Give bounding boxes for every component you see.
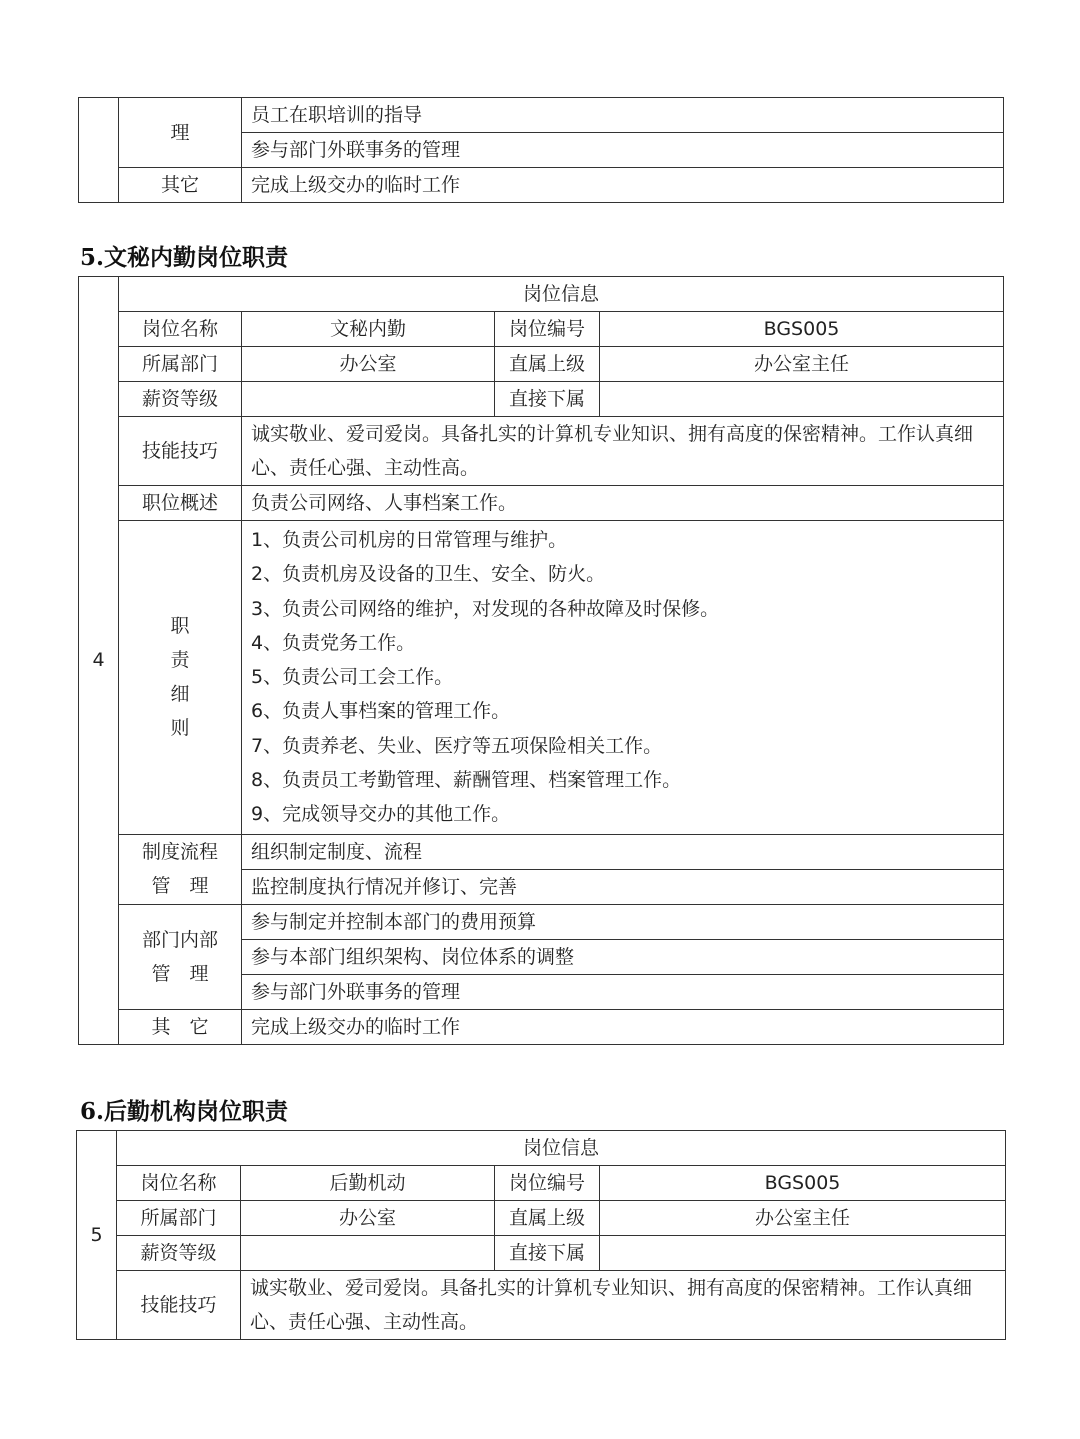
- superior-label: 直属上级: [495, 347, 600, 382]
- row-label: 其它: [119, 168, 242, 203]
- table-row: [79, 382, 1004, 417]
- process-item: 监控制度执行情况并修订、完善: [242, 869, 1004, 904]
- skills-text: 诚实敬业、爱司爱岗。具备扎实的计算机专业知识、拥有高度的保密精神。工作认真细心、责任心强、主动性高。: [241, 1271, 1006, 1340]
- duty-item: 1、负责公司机房的日常管理与维护。: [251, 529, 568, 551]
- internal-label: [119, 904, 242, 1009]
- position-code-label: 岗位编号: [495, 1166, 600, 1201]
- duty-item: 8、负责员工考勤管理、薪酬管理、档案管理工作。: [251, 769, 682, 792]
- row-text: 参与部门外联事务的管理: [242, 133, 1004, 168]
- superior: 办公室主任: [600, 347, 1004, 382]
- section-5-heading: 5.文秘内勤岗位职责: [80, 244, 289, 271]
- row-text: 完成上级交办的临时工作: [242, 168, 1004, 203]
- info-header: 岗位信息: [117, 1131, 1006, 1166]
- other-text: 完成上级交办的临时工作: [242, 1009, 1004, 1044]
- table-row: [77, 1271, 1006, 1340]
- internal-item: 参与本部门组织架构、岗位体系的调整: [242, 939, 1004, 974]
- table-row: [79, 347, 1004, 382]
- duty-item: 9、完成领导交办的其他工作。: [251, 803, 511, 826]
- department-label: 所属部门: [117, 1201, 241, 1236]
- skills-label: 技能技巧: [119, 417, 242, 486]
- duty-item: 6、负责人事档案的管理工作。: [251, 700, 511, 723]
- top-table: [78, 97, 1004, 203]
- salary-label: 薪资等级: [117, 1236, 241, 1271]
- position-name: 后勤机动: [241, 1166, 495, 1201]
- table-row: [79, 904, 1004, 939]
- table-row: [77, 1201, 1006, 1236]
- table-row: [79, 312, 1004, 347]
- duty-item: 2、负责机房及设备的卫生、安全、防火。: [251, 563, 606, 586]
- table-row: [79, 417, 1004, 486]
- summary-label: 职位概述: [119, 486, 242, 521]
- table-row: [77, 1166, 1006, 1201]
- process-label-line: 制度流程: [141, 841, 218, 864]
- superior-label: 直属上级: [495, 1201, 600, 1236]
- number-cell: [79, 98, 119, 203]
- table-row: [79, 1009, 1004, 1044]
- process-label-line: 管 理: [151, 875, 209, 898]
- process-item: 组织制定制度、流程: [242, 834, 1004, 869]
- internal-label-line: 管 理: [151, 962, 209, 985]
- department: 办公室: [242, 347, 495, 382]
- process-label: [119, 834, 242, 904]
- department-label: 所属部门: [119, 347, 242, 382]
- duties-label: [119, 521, 242, 835]
- duties-label-char: 责: [170, 649, 190, 672]
- internal-label-line: 部门内部: [141, 928, 218, 951]
- internal-item: 参与部门外联事务的管理: [242, 974, 1004, 1009]
- duties-list: [242, 521, 1004, 835]
- subordinate-label: 直接下属: [495, 1236, 600, 1271]
- duty-item: 4、负责党务工作。: [251, 631, 416, 654]
- table-row: [77, 1236, 1006, 1271]
- skills-text: 诚实敬业、爱司爱岗。具备扎实的计算机专业知识、拥有高度的保密精神。工作认真细心、责任心强、主动性高。: [242, 417, 1004, 486]
- position-code-label: 岗位编号: [495, 312, 600, 347]
- duties-label-char: 细: [170, 683, 190, 706]
- duties-label-char: 则: [170, 717, 190, 740]
- row-number: 5: [77, 1131, 117, 1340]
- section-5-table: [78, 276, 1004, 1045]
- salary: [242, 382, 495, 417]
- position-code: BGS005: [600, 1166, 1006, 1201]
- table-row: [79, 277, 1004, 312]
- salary: [241, 1236, 495, 1271]
- position-name-label: 岗位名称: [117, 1166, 241, 1201]
- row-label: 理: [119, 98, 242, 168]
- duty-item: 7、负责养老、失业、医疗等五项保险相关工作。: [251, 734, 663, 757]
- row-text: 员工在职培训的指导: [242, 98, 1004, 133]
- table-row: [79, 486, 1004, 521]
- summary-text: 负责公司网络、人事档案工作。: [242, 486, 1004, 521]
- table-row: [79, 98, 1004, 133]
- info-header: 岗位信息: [119, 277, 1004, 312]
- subordinate-label: 直接下属: [495, 382, 600, 417]
- other-label: 其 它: [119, 1009, 242, 1044]
- position-name-label: 岗位名称: [119, 312, 242, 347]
- table-row: [79, 521, 1004, 835]
- subordinate: [600, 1236, 1006, 1271]
- section-6-heading: 6.后勤机构岗位职责: [80, 1098, 289, 1125]
- duties-label-char: 职: [170, 615, 190, 638]
- row-number: 4: [79, 277, 119, 1045]
- position-code: BGS005: [600, 312, 1004, 347]
- superior: 办公室主任: [600, 1201, 1006, 1236]
- salary-label: 薪资等级: [119, 382, 242, 417]
- table-row: [77, 1131, 1006, 1166]
- table-row: [79, 168, 1004, 203]
- table-row: [79, 834, 1004, 869]
- duty-item: 5、负责公司工会工作。: [251, 666, 454, 689]
- subordinate: [600, 382, 1004, 417]
- position-name: 文秘内勤: [242, 312, 495, 347]
- department: 办公室: [241, 1201, 495, 1236]
- duty-item: 3、负责公司网络的维护，对发现的各种故障及时保修。: [251, 597, 720, 620]
- section-6-table: [76, 1130, 1006, 1340]
- skills-label: 技能技巧: [117, 1271, 241, 1340]
- internal-item: 参与制定并控制本部门的费用预算: [242, 904, 1004, 939]
